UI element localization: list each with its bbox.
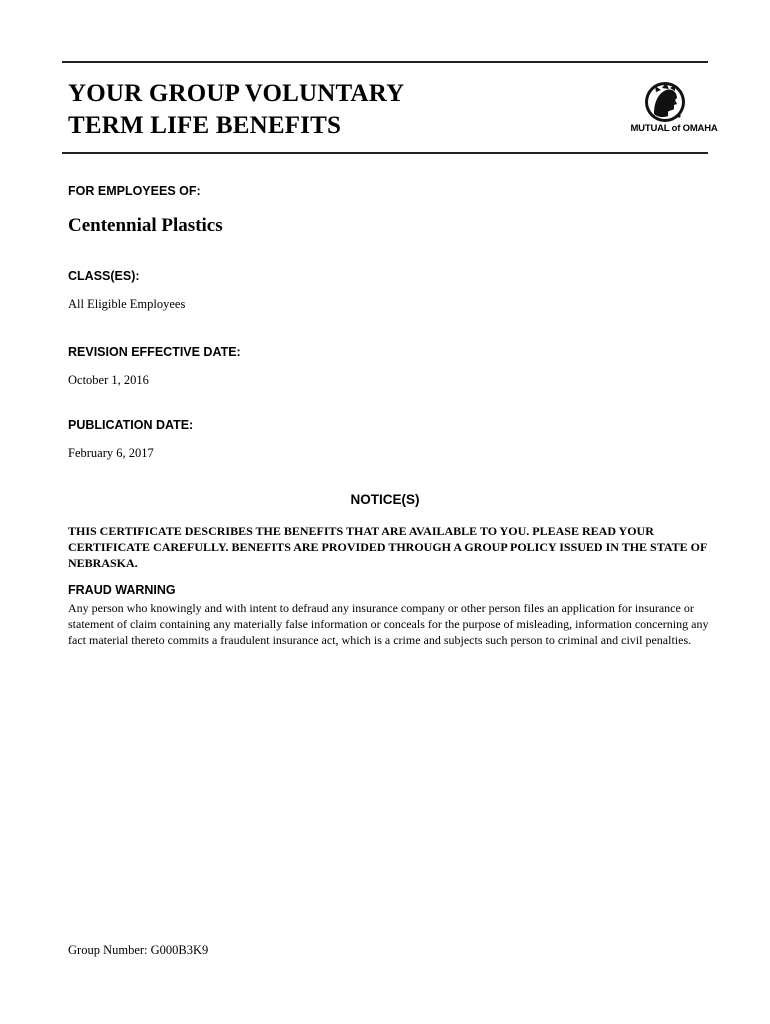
notice-text: THIS CERTIFICATE DESCRIBES THE BENEFITS THAT ARE AVAILABLE TO YOU. PLEASE READ YOUR CERTIFICATE CAREFULLY. BENEFITS ARE PROVIDED THROUGH A GROUP POLICY ISSUED IN THE STATE OF NEBRASKA. — [68, 524, 707, 570]
top-divider — [62, 61, 708, 63]
revision-date-value: October 1, 2016 — [68, 373, 149, 387]
revision-date-label: REVISION EFFECTIVE DATE: — [68, 345, 241, 359]
fraud-warning-heading: FRAUD WARNING — [68, 583, 176, 597]
fraud-warning-text: Any person who knowingly and with intent to defraud any insurance company or other person files an application for insurance or statement of claim containing any materially false information or conceals for the purpose of misleading, information concerning any fact material thereto commits a fraudulent insurance act, which is a crime and subjects such person to criminal and civil penalties. — [68, 601, 709, 647]
classes-label: CLASS(ES): — [68, 269, 140, 283]
header-divider — [62, 152, 708, 154]
employees-of-label: FOR EMPLOYEES OF: — [68, 184, 201, 198]
native-american-chief-profile-icon — [642, 80, 688, 124]
title-line-1: YOUR GROUP VOLUNTARY — [68, 80, 405, 107]
notices-heading: NOTICE(S) — [350, 492, 420, 507]
mutual-of-omaha-logo — [620, 80, 720, 142]
group-number: Group Number: G000B3K9 — [68, 943, 209, 957]
publication-date-value: February 6, 2017 — [68, 446, 154, 460]
document-title — [68, 78, 548, 142]
title-line-2: TERM LIFE BENEFITS — [68, 112, 342, 139]
company-name: Centennial Plastics — [68, 215, 223, 236]
publication-date-label: PUBLICATION DATE: — [68, 418, 194, 432]
classes-value: All Eligible Employees — [68, 297, 186, 311]
logo-wordmark: MUTUAL of OMAHA — [630, 123, 718, 134]
